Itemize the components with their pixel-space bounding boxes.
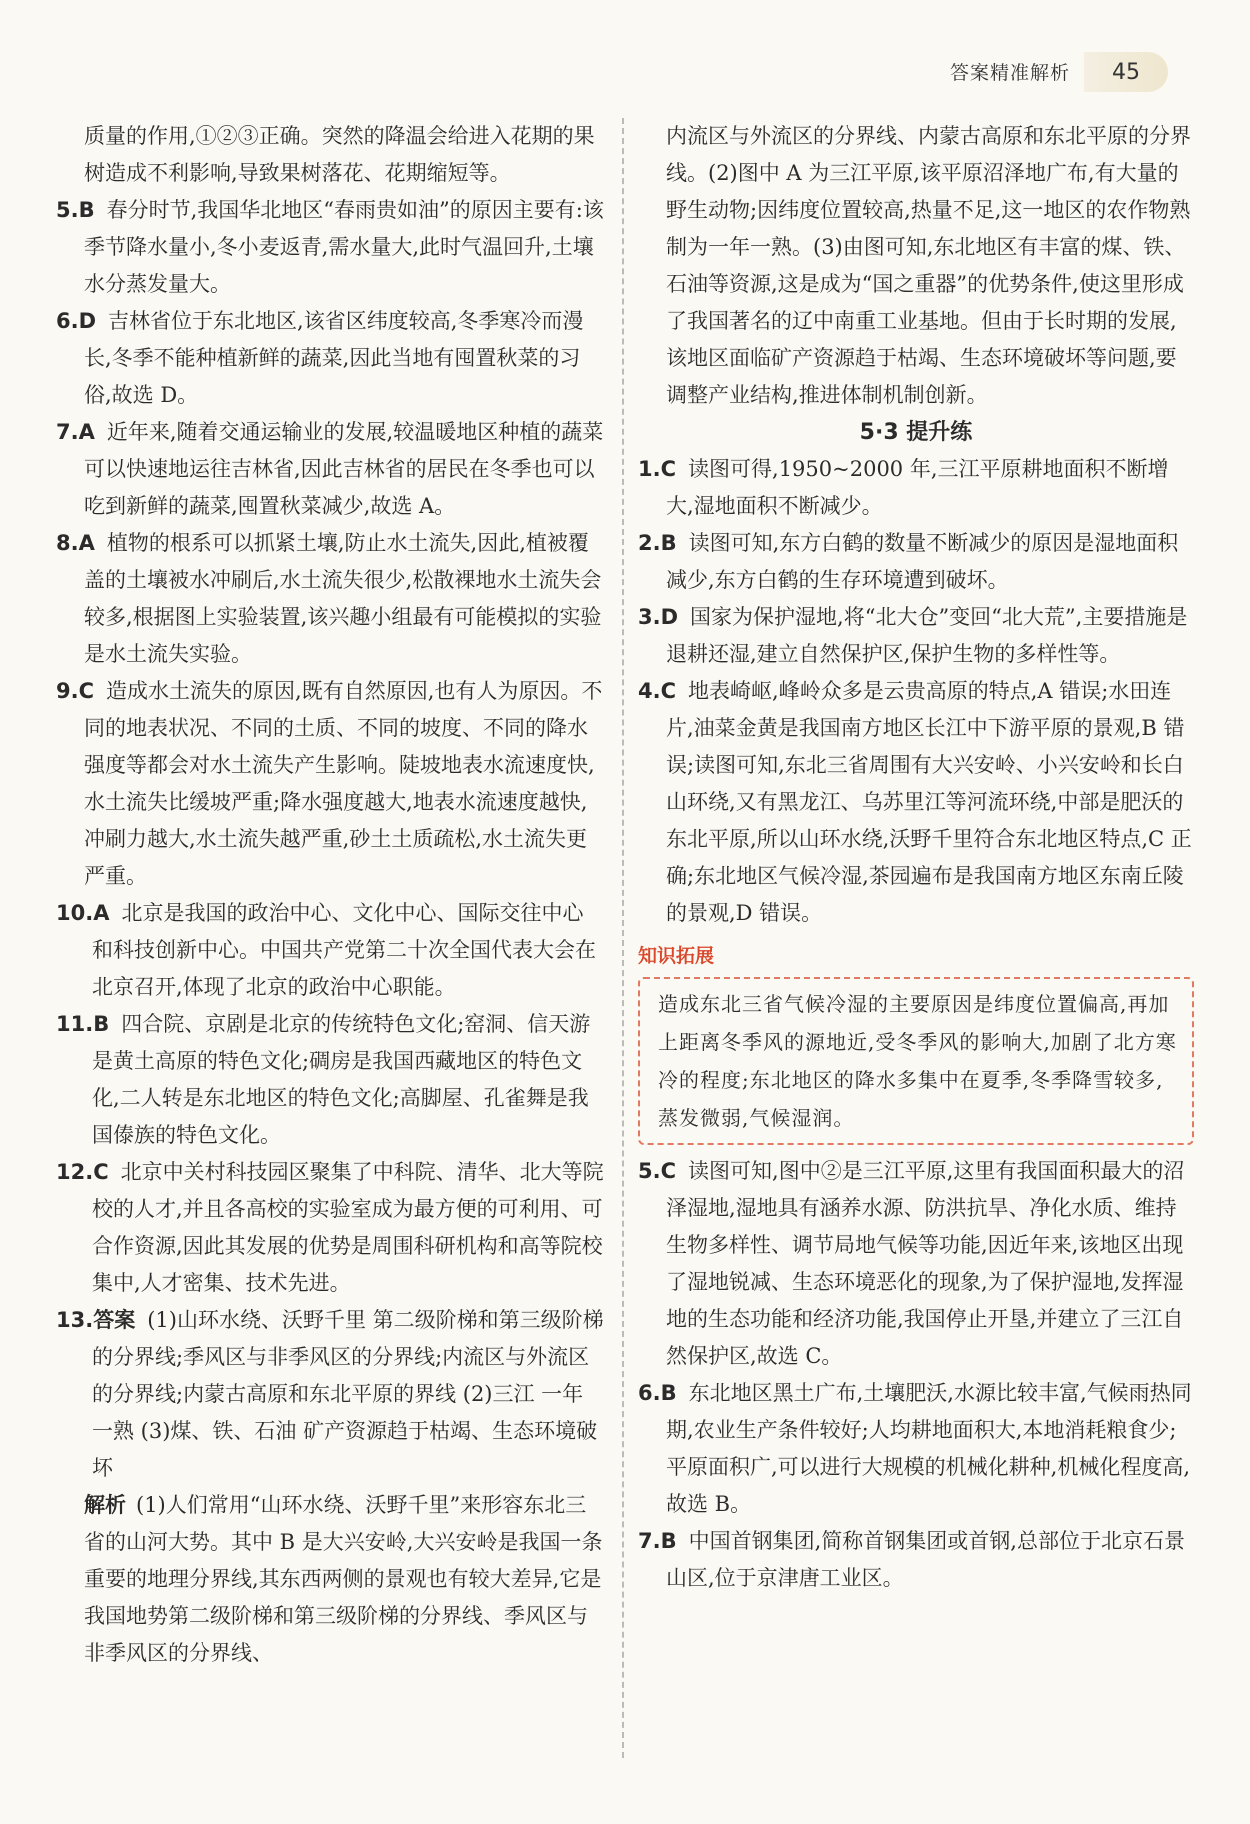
answer-item [638,1153,1194,1375]
answer-item [56,673,604,895]
item-text: 地表崎岖,峰岭众多是云贵高原的特点,A 错误;水田连片,油菜金黄是我国南方地区长江中下游平原的景观,B 错误;读图可知,东北三省周围有大兴安岭、小兴安岭和长白山环绕,又有黑龙江、乌苏里江等河流环绕,中部是肥沃的东北平原,所以山环水绕,沃野千里符合东北地区特点,C 正确;东北地区气候冷湿,茶园遍布是我国南方地区东南丘陵的景观,D 错误。 [666,679,1192,925]
item-number: 5.C [638,1159,677,1183]
analysis-text: (1)人们常用“山环水绕、沃野千里”来形容东北三省的山河大势。其中 B 是大兴安岭,大兴安岭是我国一条重要的地理分界线,其东西两侧的景观也有较大差异,它是我国地势第二级阶梯和第三级阶梯的分界线、季风区与非季风区的分界线、 [84,1493,603,1665]
item-number: 7.B [638,1529,677,1553]
answer-item [56,192,604,303]
item-number: 12.C [56,1160,109,1184]
answer-item [56,1006,604,1154]
item-number: 13.答案 [56,1308,136,1332]
knowledge-box-title: 知识拓展 [638,945,715,967]
item-text: 植物的根系可以抓紧土壤,防止水土流失,因此,植被覆盖的土壤被水冲刷后,水土流失很少,松散裸地水土流失会较多,根据图上实验装置,该兴趣小组最有可能模拟的实验是水土流失实验。 [84,531,602,666]
analysis-continuation: 内流区与外流区的分界线、内蒙古高原和东北平原的分界线。(2)图中 A 为三江平原,该平原沼泽地广布,有大量的野生动物;因纬度位置较高,热量不足,这一地区的农作物熟制为一年一熟。(3)由图可知,东北地区有丰富的煤、铁、石油等资源,这是成为“国之重器”的优势条件,使这里形成了我国著名的辽中南重工业基地。但由于长时期的发展,该地区面临矿产资源趋于枯竭、生态环境破坏等问题,要调整产业结构,推进体制机制创新。 [666,124,1191,407]
analysis-block [56,1487,604,1672]
item-text: 中国首钢集团,简称首钢集团或首钢,总部位于北京石景山区,位于京津唐工业区。 [666,1529,1185,1590]
item-text: (1)山环水绕、沃野千里 第二级阶梯和第三级阶梯的分界线;季风区与非季风区的分界线;内流区与外流区的分界线;内蒙古高原和东北平原的界线 (2)三江 一年一熟 (3)煤、铁、石油 矿产资源趋于枯竭、生态环境破坏 [92,1308,604,1480]
item-number: 6.B [638,1381,677,1405]
analysis-label: 解析 [84,1493,126,1517]
answer-item [56,895,604,1006]
item-number: 11.B [56,1012,110,1036]
answer-item [638,673,1194,932]
item-number: 6.D [56,309,97,333]
item-number: 4.C [638,679,677,703]
answer-item [56,414,604,525]
item-number: 1.C [638,457,677,481]
answer-item [56,1302,604,1487]
answer-continuation: 质量的作用,①②③正确。突然的降温会给进入花期的果树造成不利影响,导致果树落花、花期缩短等。 [84,124,595,185]
answer-item [638,451,1194,525]
answer-item [56,525,604,673]
item-number: 5.B [56,198,95,222]
header-title: 答案精准解析 [949,62,1070,84]
answer-item [56,1154,604,1302]
page-number: 45 [1084,52,1168,92]
item-text: 东北地区黑土广布,土壤肥沃,水源比较丰富,气候雨热同期,农业生产条件较好;人均耕地面积大,本地消耗粮食少;平原面积广,可以进行大规模的机械化耕种,机械化程度高,故选 B。 [666,1381,1192,1516]
item-text: 读图可得,1950~2000 年,三江平原耕地面积不断增大,湿地面积不断减少。 [666,457,1169,518]
left-column [56,118,604,1672]
answer-item [638,525,1194,599]
answer-item [638,599,1194,673]
knowledge-box [638,977,1194,1145]
item-text: 北京中关村科技园区聚集了中科院、清华、北大等院校的人才,并且各高校的实验室成为最方便的可利用、可合作资源,因此其发展的优势是周围科研机构和高等院校集中,人才密集、技术先进。 [92,1160,604,1295]
right-column [638,118,1194,1597]
item-number: 9.C [56,679,95,703]
item-text: 读图可知,图中②是三江平原,这里有我国面积最大的沼泽湿地,湿地具有涵养水源、防洪抗旱、净化水质、维持生物多样性、调节局地气候等功能,因近年来,该地区出现了湿地锐减、生态环境恶化的现象,为了保护湿地,发挥湿地的生态功能和经济功能,我国停止开垦,并建立了三江自然保护区,故选 C。 [666,1159,1185,1368]
item-text: 国家为保护湿地,将“北大仓”变回“北大荒”,主要措施是退耕还湿,建立自然保护区,保护生物的多样性等。 [666,605,1188,666]
item-text: 春分时节,我国华北地区“春雨贵如油”的原因主要有:该季节降水量小,冬小麦返青,需水量大,此时气温回升,土壤水分蒸发量大。 [84,198,604,296]
item-number: 8.A [56,531,95,555]
item-text: 读图可知,东方白鹤的数量不断减少的原因是湿地面积减少,东方白鹤的生存环境遭到破坏。 [666,531,1179,592]
item-number: 7.A [56,420,95,444]
item-text: 北京是我国的政治中心、文化中心、国际交往中心和科技创新中心。中国共产党第二十次全国代表大会在北京召开,体现了北京的政治中心职能。 [92,901,596,999]
knowledge-text: 造成东北三省气候冷湿的主要原因是纬度位置偏高,再加上距离冬季风的源地近,受冬季风的影响大,加剧了北方寒冷的程度;东北地区的降水多集中在夏季,冬季降雪较多,蒸发微弱,气候湿润。 [658,992,1177,1130]
item-text: 造成水土流失的原因,既有自然原因,也有人为原因。不同的地表状况、不同的土质、不同的坡度、不同的降水强度等都会对水土流失产生影响。陡坡地表水流速度快,水土流失比缓坡严重;降水强度越大,地表水流速度越快,冲刷力越大,水土流失越严重,砂土土质疏松,水土流失更严重。 [84,679,603,888]
item-text: 近年来,随着交通运输业的发展,较温暖地区种植的蔬菜可以快速地运往吉林省,因此吉林省的居民在冬季也可以吃到新鲜的蔬菜,囤置秋菜减少,故选 A。 [84,420,604,518]
column-divider [622,118,624,1758]
answer-item [638,1375,1194,1523]
item-text: 吉林省位于东北地区,该省区纬度较高,冬季寒冷而漫长,冬季不能种植新鲜的蔬菜,因此当地有囤置秋菜的习俗,故选 D。 [84,309,584,407]
item-number: 2.B [638,531,677,555]
section-heading: 5·3 提升练 [859,420,973,445]
answer-item [56,303,604,414]
answer-item [638,1523,1194,1597]
item-number: 3.D [638,605,679,629]
item-number: 10.A [56,901,110,925]
item-text: 四合院、京剧是北京的传统特色文化;窑洞、信天游是黄土高原的特色文化;碉房是我国西藏地区的特色文化,二人转是东北地区的特色文化;高脚屋、孔雀舞是我国傣族的特色文化。 [92,1012,591,1147]
